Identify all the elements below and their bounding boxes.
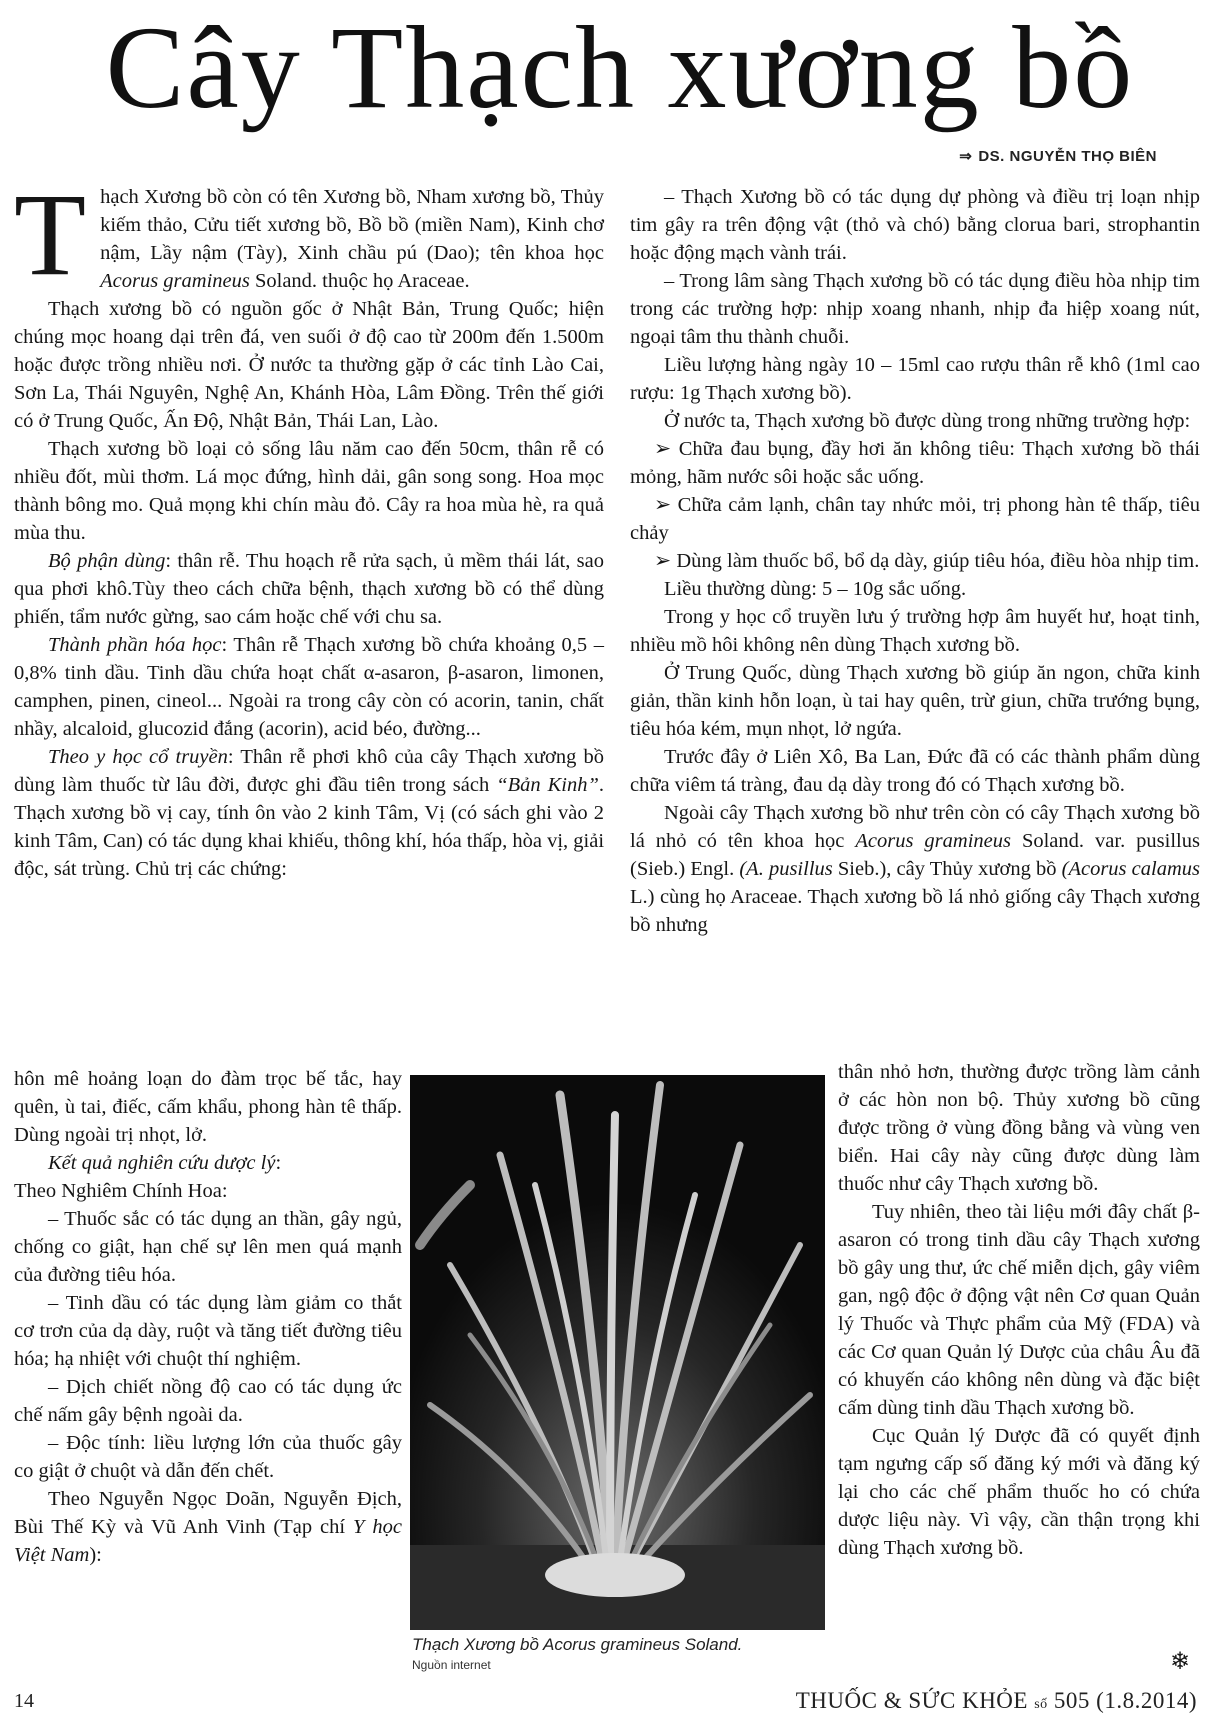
arrow-bullet-icon: ➢ bbox=[654, 550, 672, 572]
photo-credit: Nguồn internet bbox=[412, 1658, 491, 1672]
latin-name: Acorus gramineus bbox=[855, 830, 1011, 852]
paragraph: Thạch xương bồ loại cỏ sống lâu năm cao đến 50cm, thân rễ có nhiều đốt, mùi thơm. Lá mọc đứng, hình dải, gân song song. Hoa mọc thành bông mo. Quả mọng khi chín màu đỏ. Cây ra hoa mùa hè, ra quả mùa thu. bbox=[14, 438, 604, 544]
section-text: . Thạch xương bồ vị cay, tính ôn vào 2 kinh Tâm, Vị (có sách ghi vào 2 kinh Tâm, Can) có tác dụng khai khiếu, thông khí, hóa thấp, hòa vị, giải độc, sát trùng. Chủ trị các chứng: bbox=[14, 774, 605, 880]
text: L.) cùng họ Araceae. Thạch xương bồ lá nhỏ giống cây Thạch xương bồ nhưng bbox=[630, 886, 1200, 936]
section-label: Theo y học cổ truyền bbox=[48, 746, 228, 768]
page-number: 14 bbox=[14, 1690, 34, 1712]
author-name: DS. NGUYỄN THỌ BIÊN bbox=[978, 148, 1157, 165]
paragraph: – Trong lâm sàng Thạch xương bồ có tác dụng điều hòa nhịp tim trong các trường hợp: nhịp xoang nhanh, nhịp đa hiệp xoang nút, ngoại tâm thu thành chuỗi. bbox=[630, 270, 1200, 348]
list-item: – Dịch chiết nồng độ cao có tác dụng ức chế nấm gây bệnh ngoài da. bbox=[14, 1376, 402, 1426]
paragraph: – Thạch Xương bồ có tác dụng dự phòng và điều trị loạn nhịp tim gây ra trên động vật (thỏ và chó) bằng clorua bari, strophantin hoặc động mạch vành trái. bbox=[630, 186, 1200, 264]
latin-name: (Acorus calamus bbox=[1061, 858, 1200, 880]
reference-text: ): bbox=[89, 1544, 102, 1566]
paragraph: Ở nước ta, Thạch xương bồ được dùng trong những trường hợp: bbox=[664, 410, 1191, 432]
magazine-footer bbox=[796, 1688, 1197, 1714]
intro-tail: Soland. thuộc họ Araceae. bbox=[249, 270, 470, 292]
article-title: Cây Thạch xương bồ bbox=[105, 2, 1135, 133]
left-column bbox=[14, 169, 605, 883]
reference-text: Theo Nguyễn Ngọc Doãn, Nguyễn Địch, Bùi Thế Kỳ và Vũ Anh Vinh (Tạp chí bbox=[14, 1488, 402, 1538]
ketqua-heading bbox=[14, 1149, 402, 1177]
arrow-icon: ⇒ bbox=[959, 148, 973, 165]
intro-paragraph bbox=[14, 169, 604, 300]
latin-name: (A. pusillus bbox=[739, 858, 833, 880]
journal-name: Y học Việt Nam bbox=[14, 1516, 402, 1566]
thanh-phan-paragraph bbox=[14, 631, 604, 743]
book-title: “Bản Kinh” bbox=[496, 774, 599, 796]
right-column bbox=[630, 183, 1200, 939]
section-label: Thành phần hóa học bbox=[48, 634, 222, 656]
list-item bbox=[630, 435, 1200, 491]
caption-text: Acorus gramineus Soland. bbox=[538, 1635, 743, 1654]
list-item bbox=[630, 491, 1200, 547]
bullet-text: Dùng làm thuốc bổ, bổ dạ dày, giúp tiêu hóa, điều hòa nhịp tim. bbox=[676, 550, 1200, 572]
paragraph: thân nhỏ hơn, thường được trồng làm cảnh ở các hòn non bộ. Thủy xương bồ cũng được trồng ở vùng đồng bằng và vùng ven biển. Hai cây này cũng được dùng làm thuốc như cây Thạch xương bồ. bbox=[838, 1061, 1200, 1195]
paragraph: Trong y học cổ truyền lưu ý trường hợp âm huyết hư, hoạt tinh, nhiều mồ hôi không nên dùng Thạch xương bồ. bbox=[630, 606, 1200, 656]
text: Sieb.), cây Thủy xương bồ bbox=[832, 858, 1062, 880]
paragraph: Liều thường dùng: 5 – 10g sắc uống. bbox=[664, 578, 967, 600]
issue-label: số bbox=[1034, 1697, 1048, 1712]
paragraph: Thạch xương bồ có nguồn gốc ở Nhật Bản, Trung Quốc; hiện chúng mọc hoang dại trên đá, ven suối ở độ cao từ 200m đến 1.500m hoặc được trồng nhiều nơi. Ở nước ta thường gặp ở các tỉnh Lào Cai, Sơn La, Thái Nguyên, Nghệ An, Khánh Hòa, Lâm Đồng. Trên thế giới có ở Trung Quốc, Ấn Độ, Nhật Bản, Thái Lan, Lào. bbox=[14, 298, 604, 432]
list-item: – Thuốc sắc có tác dụng an thần, gây ngủ, chống co giật, hạn chế sự lên men quá mạnh của đường tiêu hóa. bbox=[14, 1208, 402, 1286]
section-label: Kết quả nghiên cứu dược lý bbox=[48, 1152, 276, 1174]
drop-cap: T bbox=[14, 169, 87, 300]
arrow-bullet-icon: ➢ bbox=[654, 494, 672, 516]
section-text: : thân rễ. Thu hoạch rễ rửa sạch, ủ mềm thái lát, sao qua phơi khô.Tùy theo cách chữa bệnh, thạch xương bồ có thể dùng phiến, tẩm nước gừng, sao cám hoặc chế với chu sa. bbox=[14, 550, 604, 628]
latin-name: Acorus gramineus bbox=[100, 270, 250, 292]
list-item bbox=[630, 547, 1200, 575]
list-item: – Tinh dầu có tác dụng làm giảm co thắt cơ trơn của dạ dày, ruột và tăng tiết đường tiêu hóa; hạ nhiệt với chuột thí nghiệm. bbox=[14, 1292, 402, 1370]
paragraph: Cục Quản lý Dược đã có quyết định tạm ngưng cấp số đăng ký mới và đăng ký lại cho các chế phẩm thuốc ho có chứa dược liệu này. Vì vậy, cần thận trọng khi dùng Thạch xương bồ. bbox=[838, 1425, 1200, 1559]
paragraph: Tuy nhiên, theo tài liệu mới đây chất β-asaron có trong tinh dầu cây Thạch xương bồ gây ung thư, ức chế miễn dịch, gây viêm gan, ngộ độc ở động vật nên Cơ quan Quản lý Thuốc và Thực phẩm của Mỹ (FDA) và các Cơ quan Quản lý Dược của châu Âu đã có khuyến cáo không nên dùng và đặc biệt cấm dùng tinh dầu Thạch xương bồ. bbox=[838, 1201, 1200, 1419]
arrow-bullet-icon: ➢ bbox=[654, 438, 672, 460]
section-text: : bbox=[275, 1152, 282, 1174]
right-lower-column bbox=[838, 1058, 1200, 1562]
issue-number: 505 (1.8.2014) bbox=[1053, 1688, 1197, 1713]
caption-italic: Thạch Xương bồ bbox=[412, 1635, 539, 1654]
section-text: : Thân rễ Thạch xương bồ chứa khoảng 0,5 – 0,8% tinh dầu. Tinh dầu chứa hoạt chất α-asaron, β-asaron, limonen, camphen, pinen, cineol... Ngoài ra trong cây còn có acorin, tanin, chất nhầy, alcaloid, glucozid đắng (acorin), acid béo, đường... bbox=[14, 634, 604, 740]
byline bbox=[959, 147, 1157, 165]
varieties-paragraph bbox=[630, 799, 1200, 939]
paragraph bbox=[14, 1485, 402, 1569]
bo-phan-dung-paragraph bbox=[14, 547, 604, 631]
intro-text: hạch Xương bồ còn có tên Xương bồ, Nham xương bồ, Thủy kiếm thảo, Cửu tiết xương bồ, Bồ bồ (miền Nam), Kinh chơ nậm, Lầy nậm (Tày), Xinh chầu pú (Dao); tên khoa học bbox=[100, 186, 604, 264]
magazine-name: THUỐC & SỨC KHỎE bbox=[795, 1688, 1028, 1713]
paragraph: Trước đây ở Liên Xô, Ba Lan, Đức đã có các thành phẩm dùng chữa viêm tá tràng, đau dạ dày trong đó có Thạch xương bồ. bbox=[630, 746, 1200, 796]
text: Soland. var. pusillus (Sieb.) Engl. bbox=[630, 830, 1200, 880]
yhct-paragraph bbox=[14, 743, 604, 883]
photo-caption bbox=[412, 1635, 832, 1655]
paragraph: Theo Nghiêm Chính Hoa: bbox=[14, 1180, 228, 1202]
paragraph: Ở Trung Quốc, dùng Thạch xương bồ giúp ăn ngon, chữa kinh giản, thần kinh hỗn loạn, ù tai hay quên, trừ giun, chữa trướng bụng, tiêu hóa kém, mụn nhọt, lở ngứa. bbox=[630, 662, 1200, 740]
paragraph: Liều lượng hàng ngày 10 – 15ml cao rượu thân rễ khô (1ml cao rượu: 1g Thạch xương bồ). bbox=[630, 354, 1200, 404]
paragraph: hôn mê hoảng loạn do đàm trọc bế tắc, hay quên, ù tai, điếc, cấm khẩu, phong hàn tê thấp. Dùng ngoài trị nhọt, lở. bbox=[14, 1068, 402, 1146]
end-mark-icon: ❄ bbox=[1170, 1649, 1191, 1675]
acorus-plant-image bbox=[410, 1075, 825, 1630]
text: Ngoài cây Thạch xương bồ như trên còn có cây Thạch xương bồ lá nhỏ có tên khoa học bbox=[630, 802, 1200, 852]
bullet-text: Chữa đau bụng, đầy hơi ăn không tiêu: Thạch xương bồ thái mỏng, hãm nước sôi hoặc sắc uống. bbox=[630, 438, 1200, 488]
list-item: – Độc tính: liều lượng lớn của thuốc gây co giật ở chuột và dẫn đến chết. bbox=[14, 1432, 402, 1482]
left-lower-column bbox=[14, 1065, 402, 1569]
bullet-text: Chữa cảm lạnh, chân tay nhức mỏi, trị phong hàn tê thấp, tiêu chảy bbox=[630, 494, 1201, 544]
section-label: Bộ phận dùng bbox=[48, 550, 166, 572]
section-text: : Thân rễ phơi khô của cây Thạch xương bồ dùng làm thuốc từ lâu đời, được ghi đầu tiên trong sách bbox=[14, 746, 604, 796]
plant-photo bbox=[410, 1075, 825, 1630]
